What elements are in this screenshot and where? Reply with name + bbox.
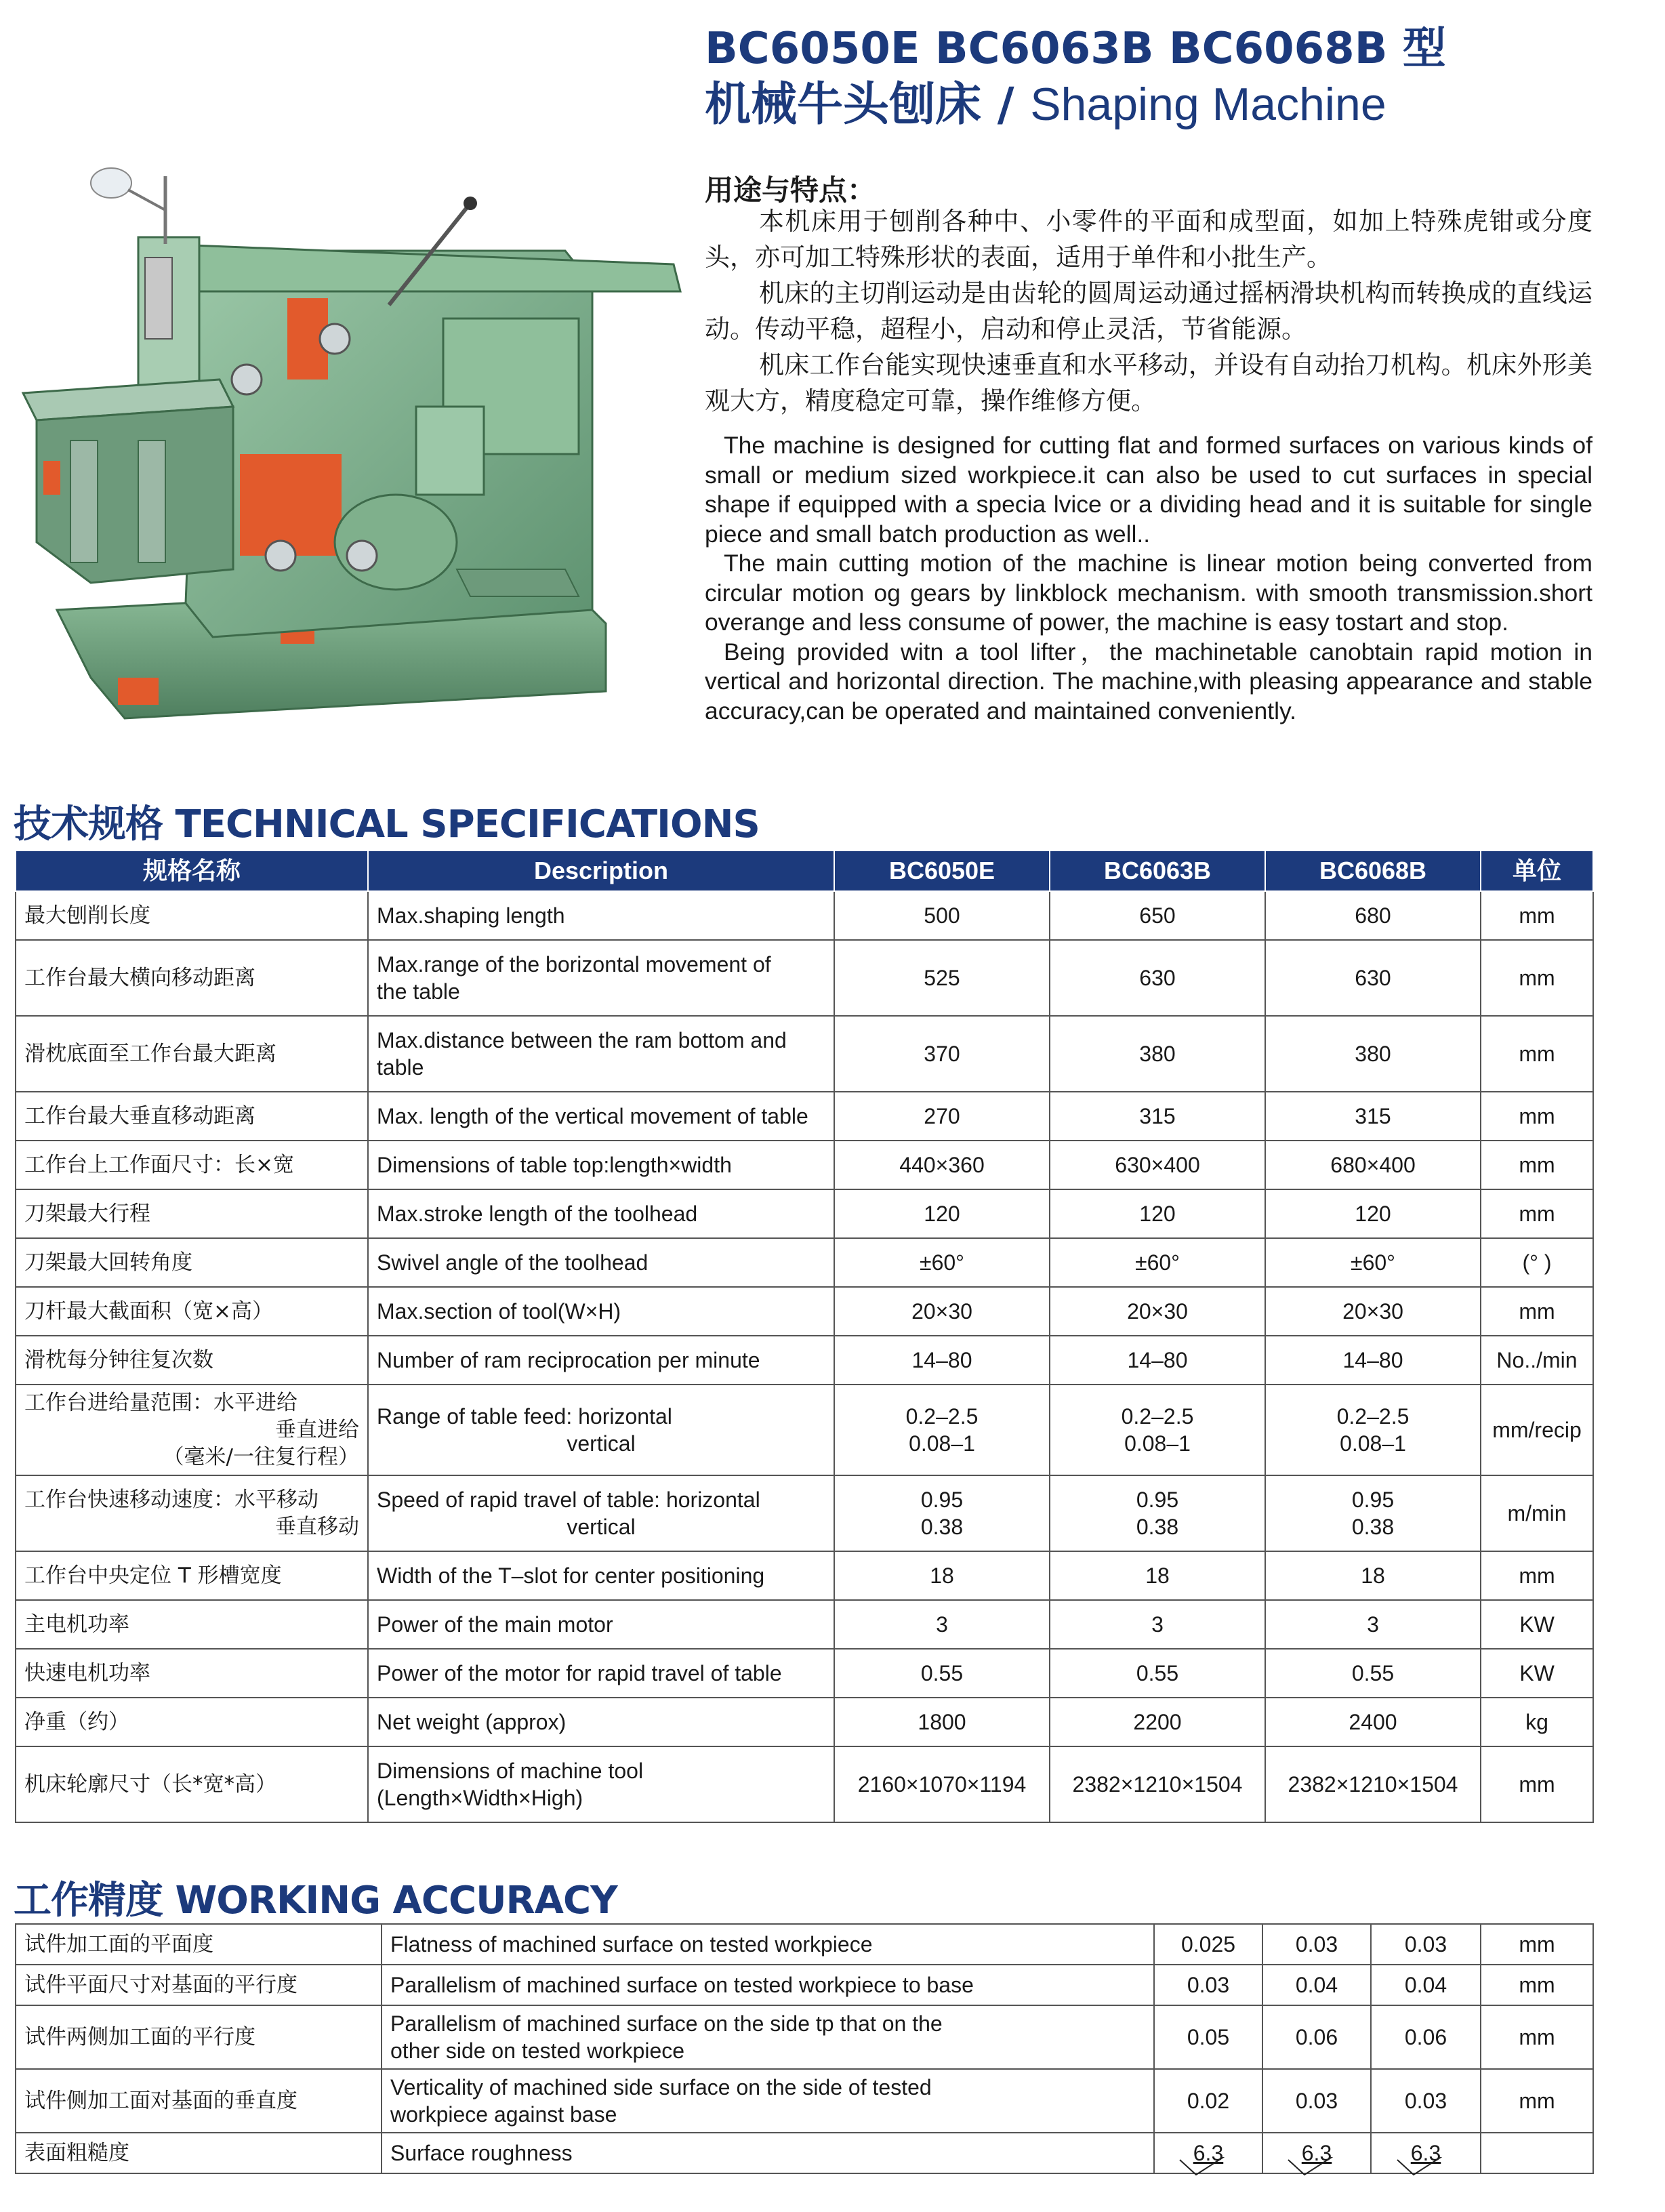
spec-unit: mm/recip [1481, 1385, 1593, 1475]
spec-row [16, 1746, 1593, 1822]
spec-value-bc6068b: 680×400 [1265, 1141, 1481, 1189]
accuracy-value-bc6050e: 0.02 [1154, 2069, 1262, 2133]
spec-name-cn: 滑枕底面至工作台最大距离 [16, 1016, 368, 1092]
spec-row [16, 1141, 1593, 1189]
spec-description: Swivel angle of the toolhead [368, 1238, 834, 1287]
spec-row [16, 1092, 1593, 1141]
spec-value-bc6050e: 18 [834, 1551, 1050, 1600]
spec-name-cn: 刀架最大行程 [16, 1189, 368, 1238]
cell-line: 工作台快速移动速度：水平移动 [24, 1488, 318, 1512]
cell-line: Dimensions of machine tool [377, 1759, 644, 1783]
spec-description: Max. length of the vertical movement of table [368, 1092, 834, 1141]
accuracy-value-bc6068b: 0.03 [1371, 1924, 1481, 1965]
spec-unit: mm [1481, 1189, 1593, 1238]
accuracy-unit: mm [1481, 1965, 1593, 2005]
spec-name-cn: 刀架最大回转角度 [16, 1238, 368, 1287]
spec-row [16, 1649, 1593, 1698]
roughness-value: 6.3 [1301, 2141, 1332, 2165]
accuracy-row [16, 1924, 1593, 1965]
spec-description: Max.stroke length of the toolhead [368, 1189, 834, 1238]
spec-value-bc6050e: 500 [834, 891, 1050, 940]
spec-value-bc6068b: 3 [1265, 1600, 1481, 1649]
accuracy-unit: mm [1481, 1924, 1593, 1965]
spec-row [16, 1287, 1593, 1336]
title-separator: / [981, 78, 1031, 131]
spec-value-bc6063b: 18 [1050, 1551, 1265, 1600]
spec-name-cn: 最大刨削长度 [16, 891, 368, 940]
accuracy-body [16, 1924, 1593, 2173]
spec-value-bc6063b: 2382×1210×1504 [1050, 1746, 1265, 1822]
usage-en-paragraph: The main cutting motion of the machine is linear motion being converted from circular motion og gears by linkblock mechanism. with smooth transmission.short overange and less consume of power, the machine is easy tostart and stop. [705, 550, 1592, 636]
spec-value-bc6063b: 630 [1050, 940, 1265, 1016]
usage-cn-paragraph: 本机床用于刨削各种中、小零件的平面和成型面，如加上特殊虎钳或分度头，亦可加工特殊形状的表面，适用于单件和小批生产。 [705, 207, 1592, 272]
spec-description: Net weight (approx) [368, 1698, 834, 1746]
shaping-machine-photo [9, 136, 687, 732]
spec-value-bc6068b: 2382×1210×1504 [1265, 1746, 1481, 1822]
spec-value-bc6063b: 3 [1050, 1600, 1265, 1649]
accuracy-value-bc6063b: 0.03 [1262, 1924, 1371, 1965]
spec-value-bc6068b: ±60° [1265, 1238, 1481, 1287]
spec-name-cn [16, 1385, 368, 1475]
col-header-description: Description [368, 851, 834, 891]
spec-name-cn: 工作台最大横向移动距离 [16, 940, 368, 1016]
roughness-symbol [1193, 2139, 1223, 2167]
accuracy-row [16, 1965, 1593, 2005]
accuracy-description: Surface roughness [382, 2133, 1154, 2173]
spec-value-bc6050e: 0.95 0.38 [834, 1475, 1050, 1551]
col-header-spec-name: 规格名称 [16, 851, 368, 891]
spec-unit: No../min [1481, 1336, 1593, 1385]
spec-value-bc6068b: 0.2–2.5 0.08–1 [1265, 1385, 1481, 1475]
cell-line: table [377, 1055, 424, 1080]
spec-description [368, 1746, 834, 1822]
spec-value-bc6050e: 525 [834, 940, 1050, 1016]
spec-row [16, 1698, 1593, 1746]
spec-unit: KW [1481, 1600, 1593, 1649]
spec-value-bc6050e: 0.55 [834, 1649, 1050, 1698]
spec-description [368, 1475, 834, 1551]
spec-unit: mm [1481, 1746, 1593, 1822]
accuracy-name-cn: 试件平面尺寸对基面的平行度 [16, 1965, 382, 2005]
spec-row [16, 940, 1593, 1016]
cell-line: Max.range of the borizontal movement of [377, 952, 771, 977]
accuracy-value-bc6068b: 0.04 [1371, 1965, 1481, 2005]
accuracy-description: Flatness of machined surface on tested workpiece [382, 1924, 1154, 1965]
spec-value-bc6063b: 650 [1050, 891, 1265, 940]
spec-value-bc6050e: 3 [834, 1600, 1050, 1649]
spec-value-bc6050e: 14–80 [834, 1336, 1050, 1385]
spec-description: Power of the main motor [368, 1600, 834, 1649]
spec-unit: KW [1481, 1649, 1593, 1698]
spec-value-bc6063b: 380 [1050, 1016, 1265, 1092]
spec-description: Number of ram reciprocation per minute [368, 1336, 834, 1385]
product-title [705, 68, 1386, 134]
accuracy-value-bc6068b: 0.03 [1371, 2069, 1481, 2133]
accuracy-value-bc6050e: 0.03 [1154, 1965, 1262, 2005]
models-title: BC6050E BC6063B BC6068B 型 [705, 24, 1446, 74]
spec-value-bc6050e: 270 [834, 1092, 1050, 1141]
usage-cn-paragraph: 机床工作台能实现快速垂直和水平移动，并设有自动抬刀机构。机床外形美观大方，精度稳定可靠，操作维修方便。 [705, 350, 1592, 415]
accuracy-value-bc6050e: 0.025 [1154, 1924, 1262, 1965]
accuracy-value-bc6050e [1154, 2133, 1262, 2173]
roughness-symbol [1411, 2139, 1441, 2167]
product-title-en: Shaping Machine [1030, 79, 1386, 130]
spec-row [16, 1238, 1593, 1287]
spec-value-bc6050e: 370 [834, 1016, 1050, 1092]
cell-line: Speed of rapid travel of table: horizontal [377, 1488, 760, 1512]
spec-value-bc6068b: 680 [1265, 891, 1481, 940]
spec-description [368, 940, 834, 1016]
spec-name-cn [16, 1475, 368, 1551]
spec-value-bc6068b: 120 [1265, 1189, 1481, 1238]
spec-name-cn: 滑枕每分钟往复次数 [16, 1336, 368, 1385]
spec-name-cn: 刀杆最大截面积（宽×高） [16, 1287, 368, 1336]
accuracy-row [16, 2005, 1593, 2069]
cell-line: 工作台进给量范围：水平进给 [24, 1391, 297, 1415]
cell-line: vertical [567, 1431, 636, 1456]
product-title-cn: 机械牛头刨床 [705, 78, 982, 131]
spec-name-cn: 工作台上工作面尺寸：长×宽 [16, 1141, 368, 1189]
spec-name-cn: 工作台中央定位 T 形槽宽度 [16, 1551, 368, 1600]
spec-description [368, 1385, 834, 1475]
spec-row [16, 1016, 1593, 1092]
usage-en-paragraph: The machine is designed for cutting flat and formed surfaces on various kinds of small or medium sized workpiece.it can also be used to cut surfaces in special shape if equipped with a specia lvice or a dividing head and it is suitable for single piece and small batch production as well.. [705, 432, 1592, 548]
spec-value-bc6068b: 18 [1265, 1551, 1481, 1600]
spec-row [16, 1600, 1593, 1649]
spec-value-bc6063b: 0.95 0.38 [1050, 1475, 1265, 1551]
spec-value-bc6063b: 315 [1050, 1092, 1265, 1141]
accuracy-value-bc6050e: 0.05 [1154, 2005, 1262, 2069]
accuracy-value-bc6063b: 0.06 [1262, 2005, 1371, 2069]
accuracy-value-bc6063b [1262, 2133, 1371, 2173]
spec-description: Max.section of tool(W×H) [368, 1287, 834, 1336]
spec-unit: (° ) [1481, 1238, 1593, 1287]
cell-line: the table [377, 979, 460, 1004]
spec-unit: mm [1481, 1551, 1593, 1600]
accuracy-value-bc6063b: 0.04 [1262, 1965, 1371, 2005]
spec-unit: kg [1481, 1698, 1593, 1746]
accuracy-value-bc6063b: 0.03 [1262, 2069, 1371, 2133]
accuracy-unit: mm [1481, 2005, 1593, 2069]
spec-value-bc6068b: 315 [1265, 1092, 1481, 1141]
spec-value-bc6063b: 0.55 [1050, 1649, 1265, 1698]
accuracy-name-cn: 试件侧加工面对基面的垂直度 [16, 2069, 382, 2133]
accuracy-heading: 工作精度 WORKING ACCURACY [14, 1879, 617, 1923]
accuracy-row [16, 2069, 1593, 2133]
spec-row [16, 1189, 1593, 1238]
spec-value-bc6068b: 0.55 [1265, 1649, 1481, 1698]
usage-en-paragraph: Being provided witn a tool lifter，the machinetable canobtain rapid motion in vertical and horizontal direction. The machine,with pleasing appearance and stable accuracy,can be operated and maintained conveniently. [705, 638, 1592, 724]
tech-spec-header-row [16, 851, 1593, 891]
col-header-bc6068b: BC6068B [1265, 851, 1481, 891]
spec-unit: mm [1481, 1016, 1593, 1092]
spec-value-bc6063b: 120 [1050, 1189, 1265, 1238]
spec-value-bc6068b: 14–80 [1265, 1336, 1481, 1385]
spec-row [16, 1385, 1593, 1475]
tech-spec-heading: 技术规格 TECHNICAL SPECIFICATIONS [14, 802, 760, 846]
roughness-symbol [1302, 2139, 1332, 2167]
spec-description: Max.shaping length [368, 891, 834, 940]
cell-line: Range of table feed: horizontal [377, 1404, 672, 1429]
accuracy-unit [1481, 2133, 1593, 2173]
spec-name-cn: 净重（约） [16, 1698, 368, 1746]
usage-cn-paragraph: 机床的主切削运动是由齿轮的圆周运动通过摇柄滑块机构而转换成的直线运动。传动平稳，超程小，启动和停止灵活，节省能源。 [705, 279, 1592, 344]
spec-value-bc6050e: 120 [834, 1189, 1050, 1238]
roughness-check-icon [1173, 2157, 1248, 2177]
spec-value-bc6063b: 2200 [1050, 1698, 1265, 1746]
spec-unit: m/min [1481, 1475, 1593, 1551]
accuracy-description: Verticality of machined side surface on the side of tested workpiece against base [382, 2069, 1154, 2133]
accuracy-description: Parallelism of machined surface on tested workpiece to base [382, 1965, 1154, 2005]
spec-unit: mm [1481, 1287, 1593, 1336]
spec-row [16, 1475, 1593, 1551]
usage-en-text [705, 431, 1592, 726]
roughness-value: 6.3 [1410, 2141, 1441, 2165]
spec-value-bc6063b: 14–80 [1050, 1336, 1265, 1385]
accuracy-name-cn: 试件加工面的平面度 [16, 1924, 382, 1965]
spec-row [16, 1551, 1593, 1600]
usage-heading: 用途与特点： [705, 173, 876, 207]
cell-line: Max.distance between the ram bottom and [377, 1028, 787, 1052]
spec-unit: mm [1481, 1141, 1593, 1189]
col-header-unit: 单位 [1481, 851, 1593, 891]
spec-value-bc6050e: 2160×1070×1194 [834, 1746, 1050, 1822]
accuracy-name-cn: 表面粗糙度 [16, 2133, 382, 2173]
spec-description: Power of the motor for rapid travel of table [368, 1649, 834, 1698]
accuracy-value-bc6068b: 0.06 [1371, 2005, 1481, 2069]
spec-value-bc6050e: ±60° [834, 1238, 1050, 1287]
spec-value-bc6050e: 1800 [834, 1698, 1050, 1746]
spec-value-bc6068b: 2400 [1265, 1698, 1481, 1746]
roughness-check-icon [1281, 2157, 1356, 2177]
spec-value-bc6050e: 20×30 [834, 1287, 1050, 1336]
spec-unit: mm [1481, 1092, 1593, 1141]
spec-name-cn: 主电机功率 [16, 1600, 368, 1649]
spec-value-bc6063b: ±60° [1050, 1238, 1265, 1287]
spec-name-cn: 机床轮廓尺寸（长*宽*高） [16, 1746, 368, 1822]
spec-name-cn: 工作台最大垂直移动距离 [16, 1092, 368, 1141]
cell-line: vertical [567, 1515, 636, 1539]
spec-value-bc6063b: 0.2–2.5 0.08–1 [1050, 1385, 1265, 1475]
col-header-bc6063b: BC6063B [1050, 851, 1265, 891]
accuracy-value-bc6068b [1371, 2133, 1481, 2173]
spec-description [368, 1016, 834, 1092]
cell-line: (Length×Width×High) [377, 1786, 583, 1810]
spec-value-bc6068b: 0.95 0.38 [1265, 1475, 1481, 1551]
roughness-check-icon [1391, 2157, 1465, 2177]
spec-description: Dimensions of table top:length×width [368, 1141, 834, 1189]
roughness-value: 6.3 [1193, 2141, 1224, 2165]
cell-line: （毫米/一往复行程） [163, 1445, 359, 1469]
accuracy-table [15, 1923, 1594, 2174]
accuracy-unit: mm [1481, 2069, 1593, 2133]
spec-unit: mm [1481, 891, 1593, 940]
spec-value-bc6068b: 630 [1265, 940, 1481, 1016]
usage-cn-text [705, 203, 1592, 419]
tech-spec-table [15, 850, 1594, 1823]
spec-row [16, 1336, 1593, 1385]
spec-value-bc6050e: 440×360 [834, 1141, 1050, 1189]
spec-value-bc6063b: 630×400 [1050, 1141, 1265, 1189]
spec-value-bc6063b: 20×30 [1050, 1287, 1265, 1336]
accuracy-name-cn: 试件两侧加工面的平行度 [16, 2005, 382, 2069]
accuracy-description: Parallelism of machined surface on the side tp that on the other side on tested workpiece [382, 2005, 1154, 2069]
col-header-bc6050e: BC6050E [834, 851, 1050, 891]
spec-value-bc6050e: 0.2–2.5 0.08–1 [834, 1385, 1050, 1475]
spec-value-bc6068b: 20×30 [1265, 1287, 1481, 1336]
spec-description: Width of the T–slot for center positioning [368, 1551, 834, 1600]
spec-name-cn: 快速电机功率 [16, 1649, 368, 1698]
cell-line: 垂直移动 [275, 1515, 359, 1539]
spec-row [16, 891, 1593, 940]
spec-value-bc6068b: 380 [1265, 1016, 1481, 1092]
cell-line: 垂直进给 [275, 1418, 359, 1442]
tech-spec-body [16, 891, 1593, 1822]
accuracy-row [16, 2133, 1593, 2173]
spec-unit: mm [1481, 940, 1593, 1016]
